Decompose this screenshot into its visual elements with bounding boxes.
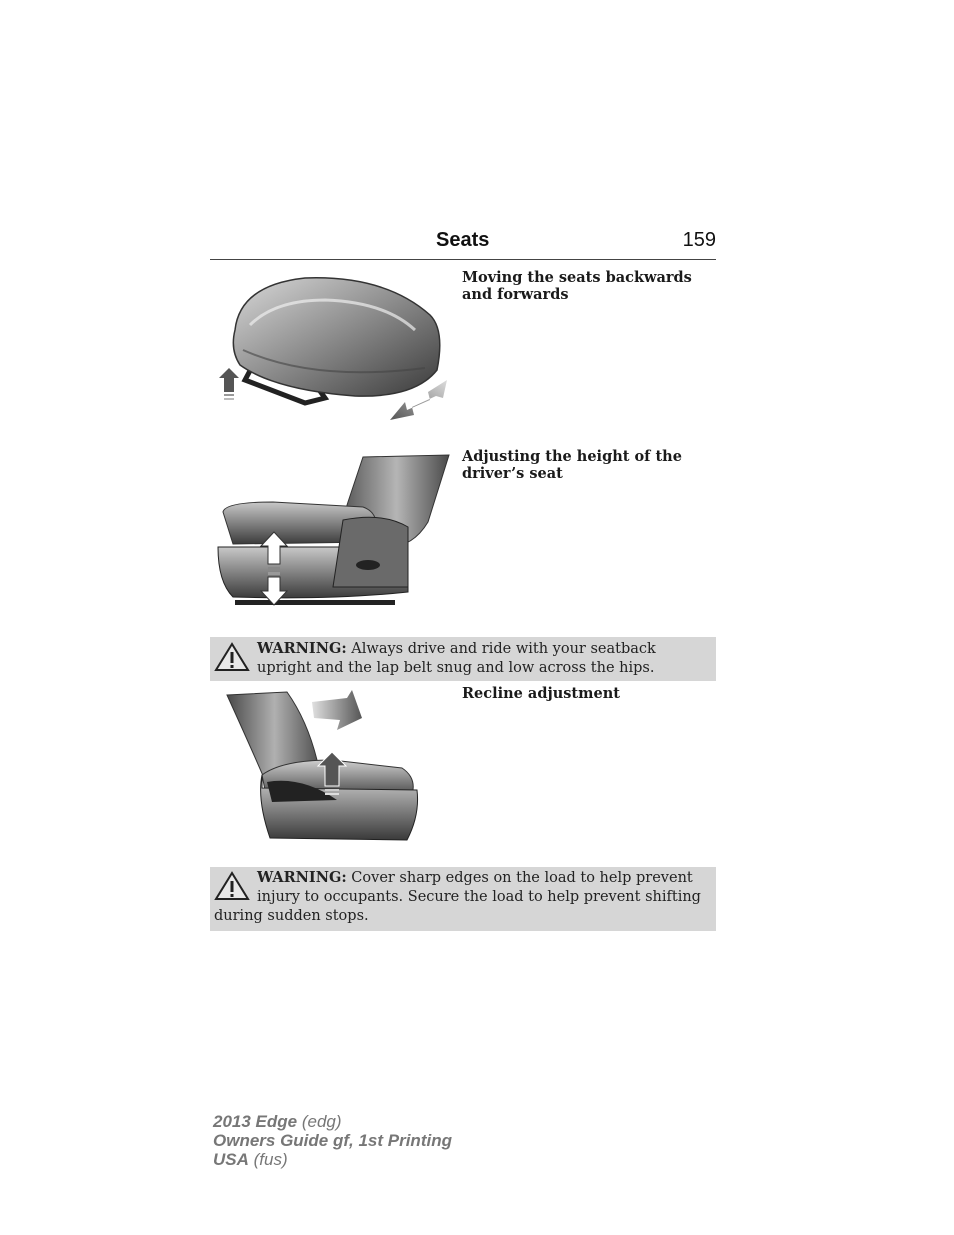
warning-text: Always drive and ride with your seatback upright and the lap belt snug and low across the hips. [257,641,656,676]
seat-recline-illustration [222,690,427,850]
footer-market-code: (fus) [248,1150,288,1169]
footer-guide: Owners Guide gf, 1st Printing [213,1131,452,1150]
section-caption-slide: Moving the seats backwards and forwards [462,269,692,303]
warning-triangle-icon [214,642,250,672]
footer-market: USA [213,1150,249,1169]
recline-arrow-icon [312,690,362,730]
section-title: Seats [436,229,490,251]
warning-triangle-icon [214,871,250,901]
page-number: 159 [682,229,716,251]
up-arrow-icon [219,368,239,400]
warning-box-seatback [210,637,716,681]
warning-box-load [210,867,716,931]
section-caption-height: Adjusting the height of the driver’s seat [462,448,682,482]
page-footer [213,1112,452,1169]
seat-height-illustration [213,452,453,607]
page-header [210,229,716,260]
footer-model-code: (edg) [297,1112,342,1131]
warning-text: Cover sharp edges on the load to help prevent injury to occupants. Secure the load to help prevent shifting during sudden stops. [214,870,701,924]
footer-model: 2013 Edge [213,1112,298,1131]
seat-slide-illustration [215,270,455,430]
warning-label: WARNING: [257,640,347,657]
section-caption-recline: Recline adjustment [462,685,620,702]
warning-label: WARNING: [257,869,347,886]
